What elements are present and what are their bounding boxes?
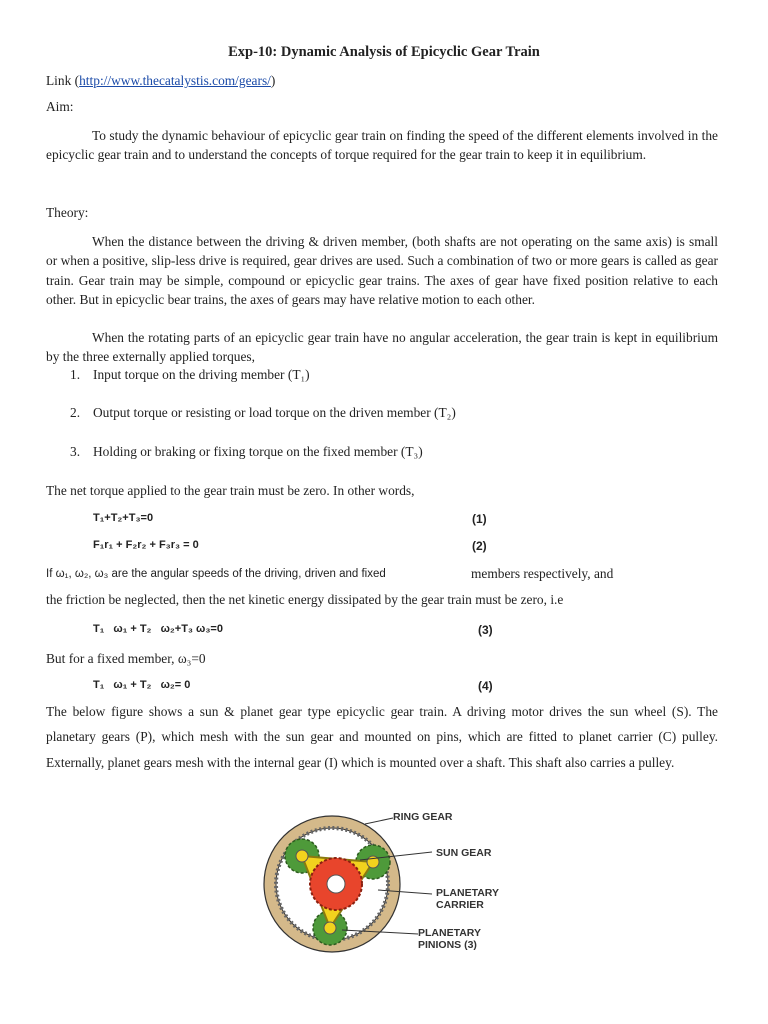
list-item-2: Output torque or resisting or load torque on the driven member (T₂) <box>93 405 456 420</box>
link-suffix: ) <box>270 73 276 88</box>
equation-3: T₁ ω₁ + T₂ ω₂+T₃ ω₃=0 <box>93 623 223 635</box>
list-item-3: Holding or braking or fixing torque on the fixed member (T₃) <box>93 444 423 459</box>
link-line <box>46 73 275 89</box>
equation-1-number: (1) <box>472 512 487 526</box>
fixed-member-text: But for a fixed member, ω₃=0 <box>46 651 206 666</box>
page-title: Exp-10: Dynamic Analysis of Epicyclic Gear Train <box>228 44 540 60</box>
aim-heading: Aim: <box>46 99 74 114</box>
sun-gear-hub <box>327 875 345 893</box>
equation-2-number: (2) <box>472 539 487 553</box>
aim-text: To study the dynamic behaviour of epicyclic gear train on finding the speed of the different elements involved in the epicyclic gear train and to understand the concepts of torque required for the gear train to keep it in equilibrium. <box>46 128 718 163</box>
equation-4-number: (4) <box>478 679 493 693</box>
equation-4: T₁ ω₁ + T₂ ω₂= 0 <box>93 679 191 691</box>
gear-diagram <box>260 804 510 964</box>
list-number-1: 1. <box>70 367 81 382</box>
theory-heading: Theory: <box>46 205 89 220</box>
friction-text: the friction be neglected, then the net kinetic energy dissipated by the gear train must be zero, i.e <box>46 592 564 607</box>
equation-1: T₁+T₂+T₃=0 <box>93 512 154 524</box>
list-item-1: Input torque on the driving member (T₁) <box>93 367 310 382</box>
figure-description: The below figure shows a sun & planet gear type epicyclic gear train. A driving motor drives the sun wheel (S). The planetary gears (P), which mesh with the sun gear and mounted on pins, which are fitted to planet carrier (C) pulley. Externally, planet gears mesh with the internal gear (I) which is mounted over a shaft. This shaft also carries a pulley. <box>46 704 718 770</box>
net-torque-text: The net torque applied to the gear train must be zero. In other words, <box>46 483 415 498</box>
list-number-3: 3. <box>70 444 81 459</box>
planetary-pinions-label-1: PLANETARY <box>418 927 481 939</box>
planetary-carrier-label-2: CARRIER <box>436 899 484 911</box>
epicyclic-gear-figure <box>260 804 510 964</box>
planetary-carrier-label-1: PLANETARY <box>436 887 499 899</box>
sun-gear-label: SUN GEAR <box>436 847 492 859</box>
if-line-part-2: members respectively, and <box>471 566 614 581</box>
theory-paragraph-2: When the rotating parts of an epicyclic gear train have no angular acceleration, the gear train is kept in equilibrium by the three externally applied torques, <box>46 330 718 365</box>
if-line-part-1: If ω₁, ω₂, ω₃ are the angular speeds of the driving, driven and fixed <box>46 568 386 580</box>
equation-3-number: (3) <box>478 623 493 637</box>
theory-paragraph-1: When the distance between the driving & driven member, (both shafts are not operating on the same axis) is small or when a positive, slip-less drive is required, gear drives are used. Such a combination of two or more gears is called as gear train. Gear train may be simple, compound or epicyclic gear trains. The axes of gear have fixed position relative to each other. But in epicyclic bear trains, the axes of gears may have relative motion to each other. <box>46 234 718 308</box>
ring-gear-label: RING GEAR <box>393 811 453 823</box>
equation-2: F₁r₁ + F₂r₂ + F₃r₃ = 0 <box>93 539 199 551</box>
planetary-pinions-label-2: PINIONS (3) <box>418 939 477 951</box>
list-number-2: 2. <box>70 405 81 420</box>
link-prefix: Link ( <box>46 73 80 88</box>
gears-link[interactable]: http://www.thecatalystis.com/gears/ <box>79 73 271 88</box>
